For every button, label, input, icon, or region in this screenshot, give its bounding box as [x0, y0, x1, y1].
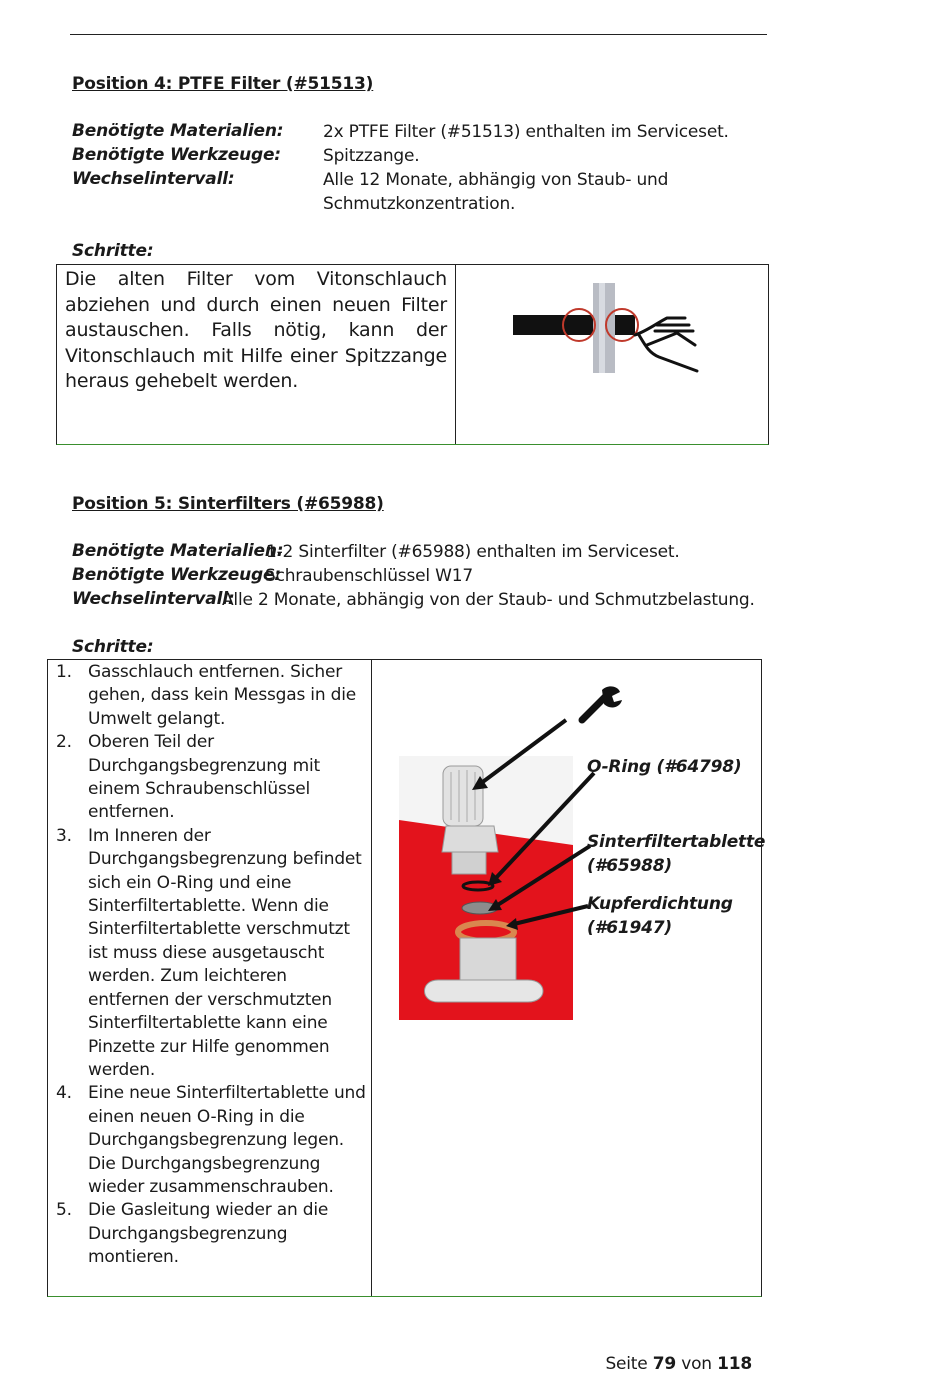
- section5-steps-label: Schritte:: [72, 637, 154, 657]
- section4-interval-label: Wechselintervall:: [72, 169, 235, 189]
- table-divider: [455, 265, 456, 444]
- section5-materials-label: Benötigte Materialien:: [72, 541, 284, 561]
- callout-copper-line1: Kupferdichtung: [587, 894, 733, 914]
- section5-interval-value: Alle 2 Monate, abhängig von der Staub- und Schmutzbelastung.: [222, 590, 755, 610]
- step-item: [48, 1199, 370, 1269]
- callout-oring: O-Ring (#64798): [587, 757, 742, 777]
- step-item: [48, 1082, 370, 1199]
- step-item: [48, 825, 370, 1082]
- step-item: [48, 661, 370, 731]
- step-number: 3.: [56, 825, 72, 846]
- page-footer: [605, 1354, 752, 1374]
- callout-sinter-line1: Sinterfiltertablette: [587, 832, 766, 852]
- filter-hose-illustration: [507, 273, 757, 373]
- step-text: Die Gasleitung wieder an die Durchgangsbegrenzung montieren.: [88, 1200, 329, 1268]
- section4-interval-value-line2: Schmutzkonzentration.: [323, 194, 516, 214]
- section5-interval-label: Wechselintervall:: [72, 589, 235, 609]
- step-number: 1.: [56, 662, 72, 682]
- section4-step-text: Die alten Filter vom Vitonschlauch abziehen und durch einen neuen Filter austauschen. Falls nötig, kann der Vitonschlauch mit Hilfe einer Spitzzange heraus gehebelt werden.: [65, 268, 447, 392]
- step-number: 2.: [56, 732, 72, 753]
- footer-prefix: Seite: [605, 1354, 648, 1374]
- section4-steps-table: [56, 264, 769, 445]
- section4-materials-label: Benötigte Materialien:: [72, 121, 284, 141]
- step-text: Eine neue Sinterfiltertablette und einen neuen O-Ring in die Durchgangsbegrenzung legen. Die Durchgangsbegrenzung wieder zusammenschrauben.: [88, 1083, 366, 1197]
- step-number: 5.: [56, 1200, 72, 1221]
- section4-steps-label: Schritte:: [72, 241, 154, 261]
- step-text: Gasschlauch entfernen. Sicher gehen, dass kein Messgas in die Umwelt gelangt.: [88, 662, 356, 729]
- section4-tools-label: Benötigte Werkzeuge:: [72, 145, 281, 165]
- wrench-icon: [582, 686, 622, 720]
- footer-middle: von: [681, 1354, 712, 1374]
- footer-page-total: 118: [717, 1354, 752, 1374]
- table-divider: [371, 660, 372, 1296]
- section5-tools-value: Schraubenschlüssel W17: [265, 566, 473, 586]
- step-number: 4.: [56, 1083, 72, 1104]
- section4-interval-value-line1: Alle 12 Monate, abhängig von Staub- und: [323, 170, 669, 190]
- section4-materials-value: 2x PTFE Filter (#51513) enthalten im Serviceset.: [323, 122, 729, 142]
- section5-tools-label: Benötigte Werkzeuge:: [72, 565, 281, 585]
- step-item: [48, 731, 370, 825]
- footer-page-number: 79: [652, 1354, 677, 1374]
- section5-materials-value: 1-2 Sinterfilter (#65988) enthalten im Serviceset.: [266, 542, 680, 562]
- top-rule: [70, 34, 767, 35]
- step-text: Im Inneren der Durchgangsbegrenzung befindet sich ein O-Ring und eine Sinterfiltertablette. Wenn die Sinterfiltertablette verschmutzt ist muss diese ausgetauscht werden. Zum leichteren entfernen der verschmutzten Sinterfiltertablette kann eine Pinzette zur Hilfe genommen werden.: [88, 825, 362, 1080]
- callout-sinter-line2: (#65988): [587, 856, 672, 876]
- callout-copper-line2: (#61947): [587, 918, 672, 938]
- section5-step-list: [48, 661, 370, 1270]
- section5-heading: Position 5: Sinterfilters (#65988): [72, 494, 384, 514]
- section4-heading: Position 4: PTFE Filter (#51513): [72, 74, 374, 94]
- section4-tools-value: Spitzzange.: [323, 146, 420, 166]
- step-text: Oberen Teil der Durchgangsbegrenzung mit einem Schraubenschlüssel entfernen.: [88, 732, 320, 823]
